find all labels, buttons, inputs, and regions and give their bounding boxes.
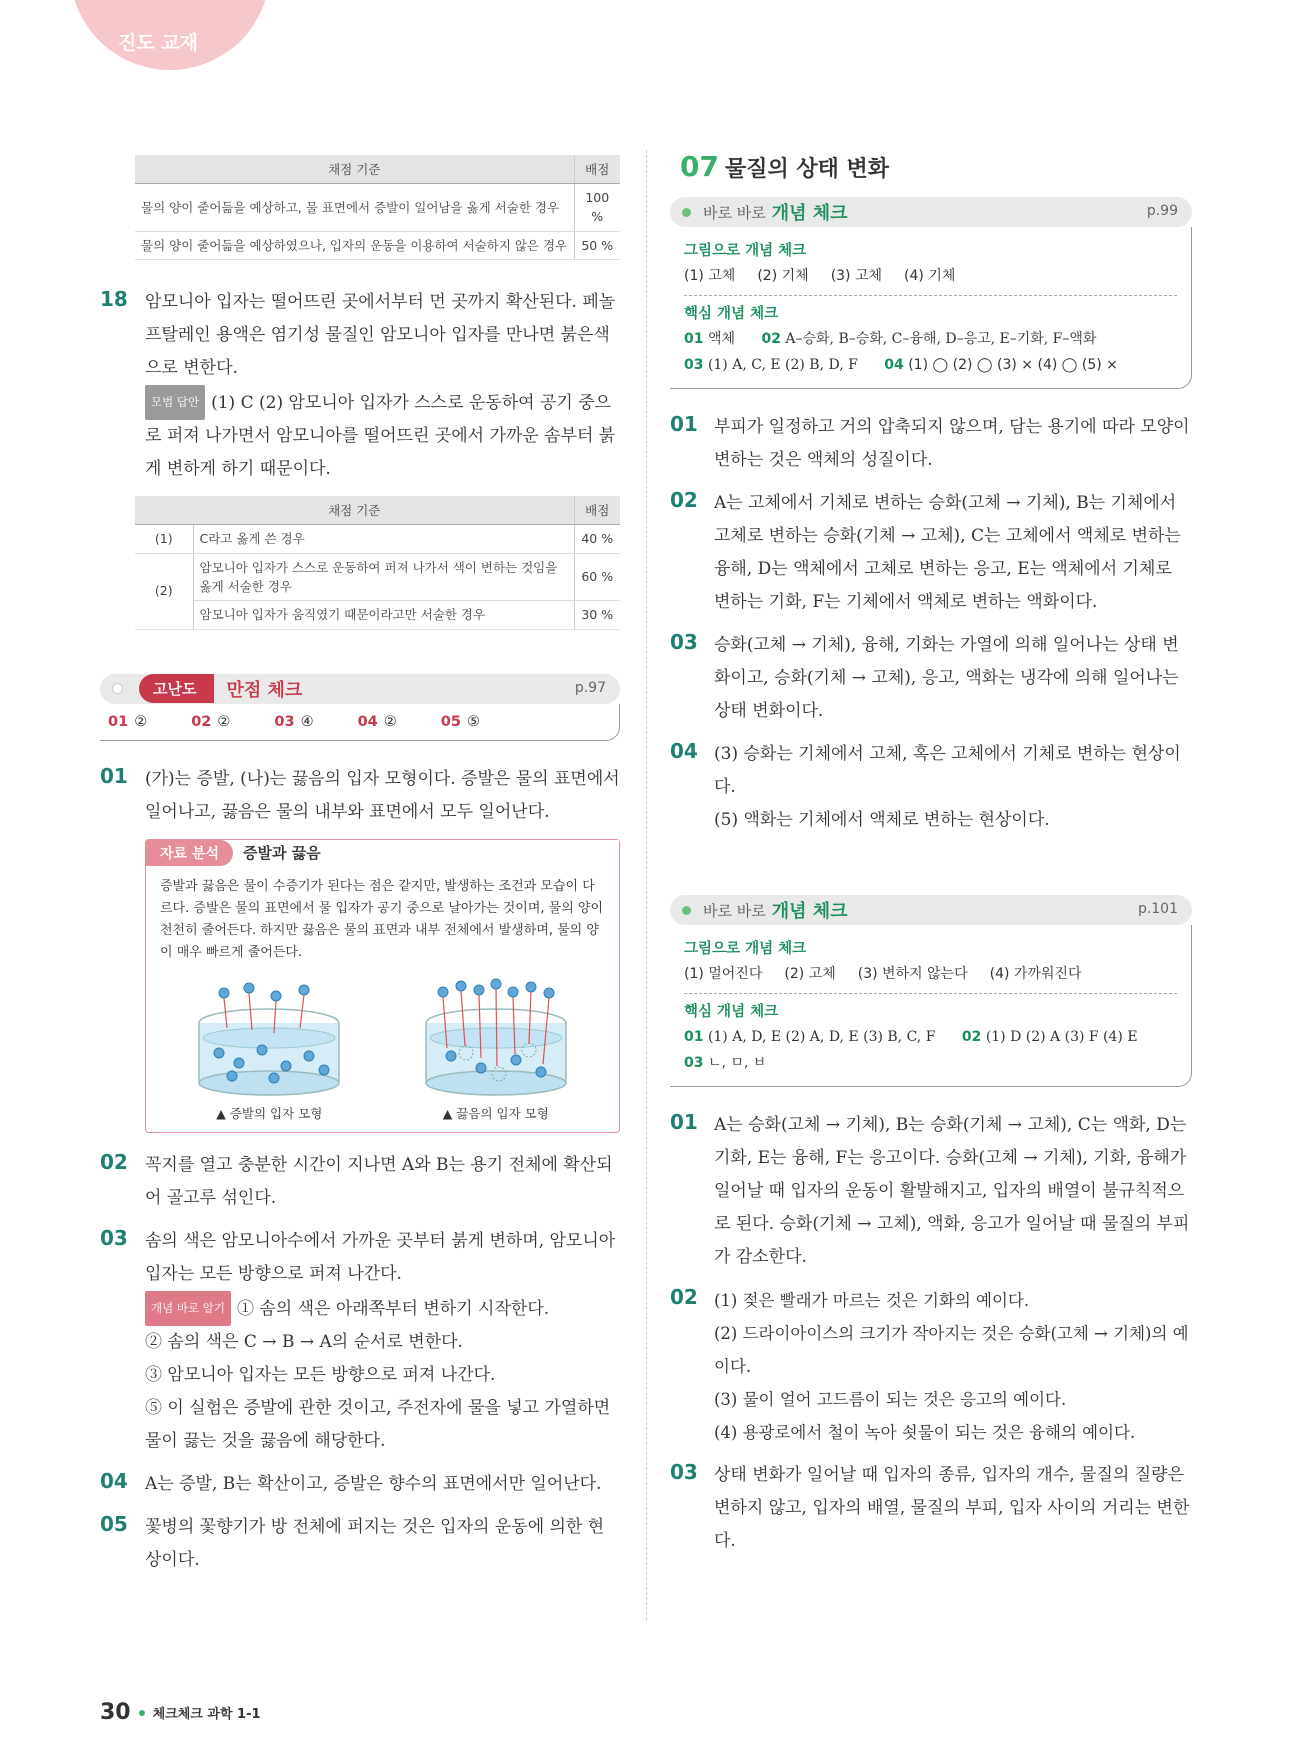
- question-number: 04: [670, 739, 698, 763]
- core-answers: 01 (1) A, D, E (2) A, D, E (3) B, C, F 02 (1) D (2) A (3) F (4) E: [684, 1029, 1138, 1045]
- data-analysis-pill: 자료 분석: [146, 840, 233, 866]
- table-cell: 100 %: [574, 184, 620, 232]
- page-ref: p.97: [574, 679, 606, 696]
- concept-correction-tag: 개념 바로 알기: [145, 1291, 231, 1326]
- question-text: 암모니아 입자는 떨어뜨린 곳에서부터 먼 곳까지 확산된다. 페놀프탈레인 용액은 염기성 물질인 암모니아 입자를 만나면 붉은색으로 변한다.: [145, 292, 616, 379]
- section-title: [680, 150, 1192, 183]
- hard-check-label: 만점 체크: [226, 679, 303, 701]
- check-title: 개념 체크: [771, 203, 848, 224]
- page-ref: p.101: [1137, 901, 1178, 917]
- question-text: 꽃병의 꽃향기가 방 전체에 퍼지는 것은 입자의 운동에 의한 현상이다.: [145, 1516, 605, 1570]
- question-text: 승화(고체 → 기체), 융해, 기화는 가열에 의해 일어나는 상태 변화이고, 승화(기체 → 고체), 응고, 액화는 냉각에 의해 일어나는 상태 변화이다.: [714, 635, 1179, 721]
- question-number: 02: [670, 1285, 698, 1309]
- table-cell: C라고 옳게 쓴 경우: [193, 525, 574, 553]
- table-cell: 암모니아 입자가 움직였기 때문이라고만 서술한 경우: [193, 601, 574, 629]
- question-text: 상태 변화가 일어날 때 입자의 종류, 입자의 개수, 물질의 질량은 변하지 않고, 입자의 배열, 물질의 부피, 입자 사이의 거리는 변한다.: [714, 1465, 1190, 1551]
- question-01: [670, 1109, 1192, 1274]
- table-cell: 물의 양이 줄어듦을 예상하고, 물 표면에서 증발이 일어남을 옳게 서술한 경우: [135, 184, 574, 232]
- question-02: [100, 1149, 620, 1215]
- model-answer-tag: 모범 답안: [145, 385, 205, 420]
- correction-line: ① 솜의 색은 아래쪽부터 변하기 시작한다.: [236, 1298, 550, 1319]
- question-02: [670, 487, 1192, 619]
- question-number: 01: [100, 763, 128, 788]
- table-cell: 암모니아 입자가 스스로 운동하여 퍼져 나가서 색이 변하는 것임을 옳게 서술한 경우: [193, 553, 574, 601]
- correction-line: ⑤ 이 실험은 증발에 관한 것이고, 주전자에 물을 넣고 가열하면 물이 끓는 것을 끓음에 해당한다.: [145, 1397, 611, 1451]
- table-row: [135, 184, 620, 232]
- picture-answers: (1) 고체 (2) 기체 (3) 고체 (4) 기체: [684, 268, 956, 284]
- figure-caption: ▲ 끓음의 입자 모형: [442, 1105, 549, 1121]
- answer-item: 02 ②: [191, 713, 231, 730]
- answer-item: 05 ⑤: [440, 713, 480, 730]
- table-row: [135, 601, 620, 629]
- question-text: (4) 용광로에서 철이 녹아 쇳물이 되는 것은 융해의 예이다.: [714, 1423, 1136, 1442]
- evaporation-figure: [194, 978, 344, 1122]
- check-subtitle: 핵심 개념 체크: [684, 1004, 779, 1020]
- answer-item: 01 ②: [108, 713, 148, 730]
- question-text: (3) 물이 얼어 고드름이 되는 것은 응고의 예이다.: [714, 1390, 1067, 1409]
- score-table-1: [135, 155, 620, 260]
- divider: [684, 993, 1177, 994]
- check-label: 바로 바로: [703, 203, 766, 222]
- concept-check-box-1: [670, 197, 1192, 389]
- question-18: [100, 286, 620, 486]
- concept-check-box-2: [670, 895, 1192, 1087]
- question-03: [670, 1459, 1192, 1558]
- table-header: 배점: [574, 155, 620, 184]
- question-text: 솜의 색은 암모니아수에서 가까운 곳부터 붉게 변하며, 암모니아 입자는 모든 방향으로 퍼져 나간다.: [145, 1230, 616, 1284]
- question-text: A는 고체에서 기체로 변하는 승화(고체 → 기체), B는 기체에서 고체로 변하는 승화(기체 → 고체), C는 고체에서 액체로 변하는 융해, D는 액체에서 고체로 변하는 응고, E는 액체에서 기체로 변하는 기화, F는 기체에서 액체로 변하는 액화이다.: [714, 493, 1181, 612]
- table-header: 채점 기준: [135, 496, 574, 525]
- question-text: (3) 승화는 기체에서 고체, 혹은 고체에서 기체로 변하는 현상이다.: [714, 744, 1181, 797]
- check-label: 바로 바로: [703, 901, 766, 920]
- answer-item: 03 ④: [274, 713, 314, 730]
- check-title: 개념 체크: [771, 901, 848, 922]
- check-subtitle: 핵심 개념 체크: [684, 306, 779, 322]
- question-03: [670, 629, 1192, 728]
- question-number: 03: [670, 1460, 698, 1484]
- hard-check-answers: [100, 704, 620, 741]
- bullet-icon: [139, 1710, 145, 1716]
- section-number: 07: [680, 150, 719, 183]
- question-text: (1) 젖은 빨래가 마르는 것은 기화의 예이다.: [714, 1291, 1030, 1310]
- core-answers: 01 액체 02 A–승화, B–승화, C–융해, D–응고, E–기화, F–액화: [684, 331, 1097, 347]
- question-text: (2) 드라이아이스의 크기가 작아지는 것은 승화(고체 → 기체)의 예이다.: [714, 1324, 1189, 1376]
- hard-check-pill: 고난도: [139, 674, 214, 703]
- picture-answers: (1) 멀어진다 (2) 고체 (3) 변하지 않는다 (4) 가까워진다: [684, 966, 1082, 982]
- page-number: 30: [100, 1700, 131, 1725]
- table-cell: (1): [135, 525, 193, 553]
- figure-caption: ▲ 증발의 입자 모형: [216, 1105, 323, 1121]
- table-cell: 60 %: [574, 553, 620, 601]
- answer-item: 04 ②: [357, 713, 397, 730]
- question-text: 부피가 일정하고 거의 압축되지 않으며, 담는 용기에 따라 모양이 변하는 것은 액체의 성질이다.: [714, 417, 1190, 470]
- question-01: [670, 411, 1192, 477]
- table-cell: 40 %: [574, 525, 620, 553]
- question-text: 꼭지를 열고 충분한 시간이 지나면 A와 B는 용기 전체에 확산되어 골고루 섞인다.: [145, 1154, 613, 1208]
- boiling-figure: [421, 978, 571, 1122]
- table-header: 채점 기준: [135, 155, 574, 184]
- table-cell: 30 %: [574, 601, 620, 629]
- bullet-icon: [682, 208, 691, 217]
- question-number: 18: [100, 287, 128, 312]
- check-subtitle: 그림으로 개념 체크: [684, 941, 807, 957]
- table-row: [135, 525, 620, 553]
- bullet-icon: [112, 683, 123, 694]
- question-text: A는 증발, B는 확산이고, 증발은 향수의 표면에서만 일어난다.: [145, 1473, 602, 1494]
- divider: [684, 295, 1177, 296]
- question-number: 03: [670, 630, 698, 654]
- question-text: (5) 액화는 기체에서 액체로 변하는 현상이다.: [714, 810, 1050, 830]
- page-ref: p.99: [1146, 203, 1178, 219]
- hard-check-box: [100, 674, 620, 741]
- correction-line: ② 솜의 색은 C → B → A의 순서로 변한다.: [145, 1331, 463, 1352]
- question-04: [670, 738, 1192, 837]
- table-cell: (2): [135, 553, 193, 629]
- table-row: [135, 553, 620, 601]
- book-title: 체크체크 과학 1-1: [152, 1707, 261, 1722]
- core-answers: 03 (1) A, C, E (2) B, D, F 04 (1) ◯ (2) ◯ (3) × (4) ◯ (5) ×: [684, 357, 1118, 373]
- question-number: 02: [670, 488, 698, 512]
- question-number: 01: [670, 1110, 698, 1134]
- question-number: 02: [100, 1149, 128, 1174]
- question-02: [670, 1284, 1192, 1449]
- table-cell: 물의 양이 줄어듦을 예상하였으나, 입자의 운동을 이용하여 서술하지 않은 경우: [135, 231, 574, 259]
- table-row: [135, 231, 620, 259]
- section-name: 물질의 상태 변화: [724, 157, 890, 182]
- question-05: [100, 1511, 620, 1577]
- data-analysis-text: 증발과 끓음은 물이 수증기가 된다는 점은 같지만, 발생하는 조건과 모습이 다르다. 증발은 물의 표면에서 물 입자가 공기 중으로 날아가는 것이며, 물의 양이 천천히 줄어든다. 하지만 끓음은 물의 표면과 내부 전체에서 발생하며, 물의 양이 매우 빠르게 줄어든다.: [160, 878, 604, 960]
- core-answers: 03 ㄴ, ㅁ, ㅂ: [684, 1055, 767, 1071]
- question-text: (가)는 증발, (나)는 끓음의 입자 모형이다. 증발은 물의 표면에서 일어나고, 끓음은 물의 내부와 표면에서 모두 일어난다.: [145, 768, 620, 822]
- left-column: [100, 155, 620, 1587]
- column-divider: [646, 150, 647, 1620]
- question-01: [100, 763, 620, 829]
- bullet-icon: [682, 906, 691, 915]
- model-answer-text: (1) C (2) 암모니아 입자가 스스로 운동하여 공기 중으로 퍼져 나가면서 암모니아를 떨어뜨린 곳에서 가까운 솜부터 붉게 변하게 하기 때문이다.: [145, 393, 616, 480]
- data-analysis-box: [145, 839, 620, 1133]
- question-04: [100, 1468, 620, 1501]
- question-03: [100, 1225, 620, 1458]
- score-table-2: [135, 496, 620, 630]
- table-header: 배점: [574, 496, 620, 525]
- corner-label: 진도 교재: [118, 32, 199, 54]
- data-analysis-subtitle: 증발과 끓음: [242, 844, 321, 863]
- question-number: 04: [100, 1468, 128, 1493]
- table-cell: 50 %: [574, 231, 620, 259]
- question-text: A는 승화(고체 → 기체), B는 승화(기체 → 고체), C는 액화, D는 기화, E는 융해, F는 응고이다. 승화(고체 → 기체), 기화, 융해가 일어날 때 입자의 운동이 활발해지고, 입자의 배열이 불규칙적으로 된다. 승화(기체 → 고체), 액화, 응고가 일어날 때 물질의 부피가 감소한다.: [714, 1115, 1190, 1267]
- question-number: 05: [100, 1511, 128, 1536]
- question-number: 03: [100, 1225, 128, 1250]
- evaporation-model-image: [194, 978, 344, 1098]
- page-footer: [100, 1700, 261, 1725]
- correction-line: ③ 암모니아 입자는 모든 방향으로 퍼져 나간다.: [145, 1364, 496, 1385]
- right-column: [670, 150, 1192, 1568]
- boiling-model-image: [421, 978, 571, 1098]
- question-number: 01: [670, 412, 698, 436]
- check-subtitle: 그림으로 개념 체크: [684, 243, 807, 259]
